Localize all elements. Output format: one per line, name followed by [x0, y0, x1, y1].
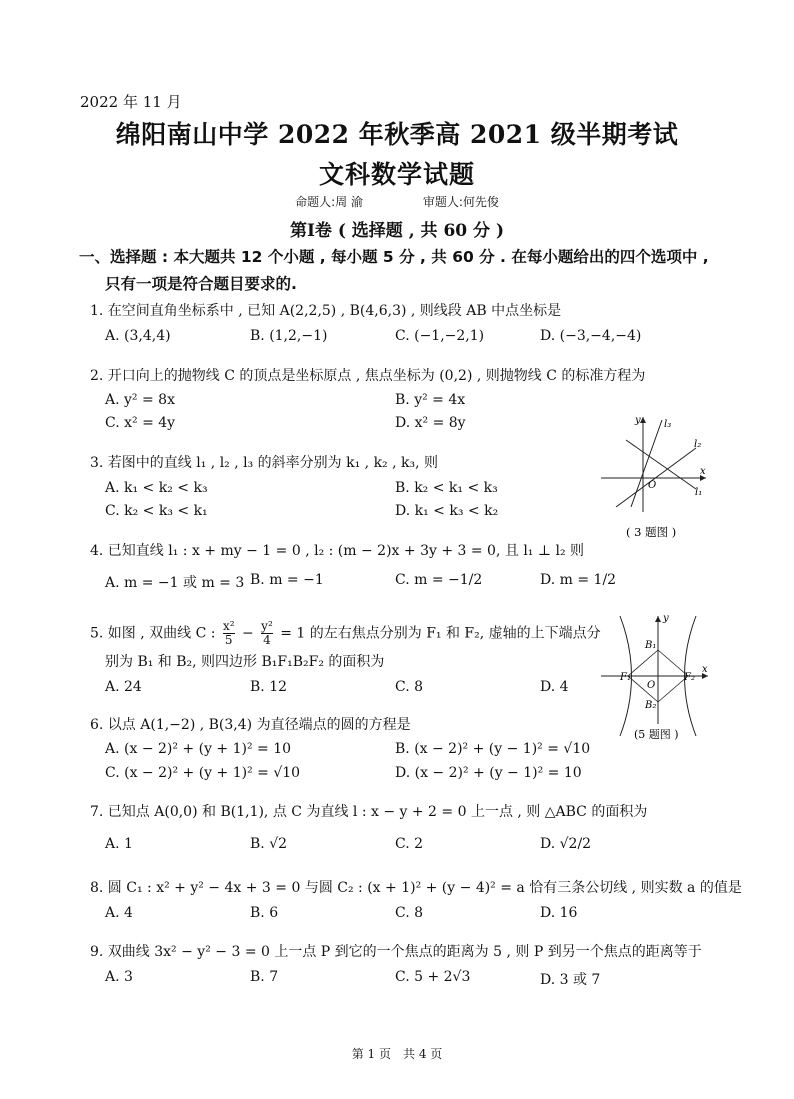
- q9-option-b: B. 7: [250, 969, 279, 985]
- q8-option-b: B. 6: [250, 905, 279, 921]
- q5-frac1-den: 5: [224, 633, 233, 647]
- fig3-caption: ( 3 题图 ): [626, 525, 677, 539]
- question-5-stem-line2: 别为 B₁ 和 B₂, 则四边形 B₁F₁B₂F₂ 的面积为: [105, 654, 385, 670]
- line-l1: [626, 440, 696, 489]
- question-4-stem: 4. 已知直线 l₁ : x + my − 1 = 0 , l₂ : (m − 2)x + 3y + 3 = 0, 且 l₁ ⊥ l₂ 则: [90, 543, 585, 559]
- q5-option-a: A. 24: [105, 679, 142, 695]
- q5-option-d: D. 4: [540, 679, 569, 695]
- fig3-l3-label: l₃: [664, 419, 672, 430]
- section-heading-cont: 只有一项是符合题目要求的.: [105, 275, 297, 293]
- q7-option-d: D. √2/2: [540, 836, 592, 852]
- fig5-f2-label: F₂: [684, 672, 695, 683]
- q2-option-d: D. x² = 8y: [395, 415, 466, 431]
- volume-heading: 第Ⅰ卷 ( 选择题 , 共 60 分 ): [289, 221, 505, 241]
- q4-option-a: A. m = −1 或 m = 3: [105, 575, 245, 591]
- fig3-y-label: y: [635, 415, 641, 426]
- question-5-figure: [598, 612, 714, 744]
- question-8-stem: 8. 圆 C₁ : x² + y² − 4x + 3 = 0 与圆 C₂ : (x + 1)² + (y − 4)² = a 恰有三条公切线 , 则实数 a 的值是: [90, 880, 742, 896]
- q4-option-b: B. m = −1: [250, 572, 324, 588]
- q7-option-b: B. √2: [250, 836, 288, 852]
- q5-minus: −: [241, 625, 254, 642]
- q5-stem-start: 5. 如图 , 双曲线 C :: [90, 625, 216, 642]
- q5-fraction-x: [223, 620, 235, 647]
- q4-option-c: C. m = −1/2: [395, 572, 483, 588]
- exam-subtitle: 文科数学试题: [318, 160, 475, 189]
- fig5-caption: (5 题图 ): [634, 728, 679, 741]
- section-heading: 一、选择题 : 本大题共 12 个小题 , 每小题 5 分 , 共 60 分 . 在每小题给出的四个选项中 ,: [79, 248, 709, 266]
- fig3-origin-label: O: [648, 480, 657, 491]
- q1-option-d: D. (−3,−4,−4): [540, 328, 642, 344]
- q1-option-c: C. (−1,−2,1): [395, 328, 485, 344]
- q3-option-a: A. k₁ < k₂ < k₃: [105, 480, 208, 496]
- q2-option-b: B. y² = 4x: [395, 392, 466, 408]
- q5-option-c: C. 8: [395, 679, 424, 695]
- fig5-y-label: y: [663, 613, 669, 624]
- q5-frac2-num: y²: [261, 619, 273, 633]
- q3-option-c: C. k₂ < k₃ < k₁: [105, 503, 208, 519]
- author-reviewer: 审题人:何先俊: [422, 195, 499, 209]
- q1-option-a: A. (3,4,4): [105, 328, 171, 344]
- fig5-f1-label: F₁: [620, 672, 631, 683]
- q8-option-d: D. 16: [540, 905, 578, 921]
- question-3-figure: [596, 412, 711, 542]
- q5-fraction-y: [261, 620, 273, 647]
- q9-option-c: C. 5 + 2√3: [395, 969, 471, 985]
- q9-option-d: D. 3 或 7: [540, 972, 601, 988]
- q1-option-b: B. (1,2,−1): [250, 328, 328, 344]
- q2-option-c: C. x² = 4y: [105, 415, 176, 431]
- fig5-x-label: x: [702, 664, 708, 675]
- q7-option-a: A. 1: [105, 836, 133, 852]
- question-2-stem: 2. 开口向上的抛物线 C 的顶点是坐标原点 , 焦点坐标为 (0,2) , 则抛物线 C 的标准方程为: [90, 368, 646, 384]
- q6-option-d: D. (x − 2)² + (y − 1)² = 10: [395, 765, 582, 781]
- fig3-l1-label: l₁: [695, 487, 703, 498]
- question-7-stem: 7. 已知点 A(0,0) 和 B(1,1), 点 C 为直线 l : x − y + 2 = 0 上一点 , 则 △ABC 的面积为: [90, 804, 648, 820]
- q5-option-b: B. 12: [250, 679, 288, 695]
- exam-title: 绵阳南山中学 2022 年秋季高 2021 级半期考试: [115, 120, 679, 149]
- question-5-stem: [90, 620, 601, 647]
- question-1-stem: 1. 在空间直角坐标系中 , 已知 A(2,2,5) , B(4,6,3) , 则线段 AB 中点坐标是: [90, 303, 562, 319]
- fig3-l2-label: l₂: [694, 439, 702, 450]
- fig5-origin-label: O: [647, 680, 656, 691]
- question-9-stem: 9. 双曲线 3x² − y² − 3 = 0 上一点 P 到它的一个焦点的距离为 5 , 则 P 到另一个焦点的距离等于: [90, 944, 702, 960]
- q8-option-c: C. 8: [395, 905, 424, 921]
- line-l3: [631, 420, 662, 507]
- q4-option-d: D. m = 1/2: [540, 572, 617, 588]
- q6-option-c: C. (x − 2)² + (y + 1)² = √10: [105, 765, 301, 781]
- q3-option-b: B. k₂ < k₁ < k₃: [395, 480, 498, 496]
- q7-option-c: C. 2: [395, 836, 424, 852]
- fig5-b1-label: B₁: [645, 640, 657, 651]
- page-footer: 第 1 页 共 4 页: [351, 1047, 443, 1061]
- q5-frac2-den: 4: [263, 633, 271, 647]
- q2-option-a: A. y² = 8x: [105, 392, 175, 408]
- q3-option-d: D. k₁ < k₃ < k₂: [395, 503, 499, 519]
- exam-date: 2022 年 11 月: [80, 93, 182, 111]
- fig3-x-label: x: [700, 466, 706, 477]
- q6-option-a: A. (x − 2)² + (y + 1)² = 10: [105, 741, 292, 757]
- question-6-stem: 6. 以点 A(1,−2) , B(3,4) 为直径端点的圆的方程是: [90, 717, 411, 733]
- q5-frac1-num: x²: [222, 619, 235, 633]
- q6-option-b: B. (x − 2)² + (y − 1)² = √10: [395, 741, 591, 757]
- fig5-b2-label: B₂: [645, 700, 657, 711]
- question-3-stem: 3. 若图中的直线 l₁ , l₂ , l₃ 的斜率分别为 k₁ , k₂ , k₃, 则: [90, 455, 439, 471]
- q5-stem-end: = 1 的左右焦点分别为 F₁ 和 F₂, 虚轴的上下端点分: [280, 625, 601, 642]
- q9-option-a: A. 3: [105, 969, 133, 985]
- authors-line: [0, 193, 794, 210]
- q8-option-a: A. 4: [105, 905, 133, 921]
- author-setter: 命题人:周 渝: [295, 195, 363, 209]
